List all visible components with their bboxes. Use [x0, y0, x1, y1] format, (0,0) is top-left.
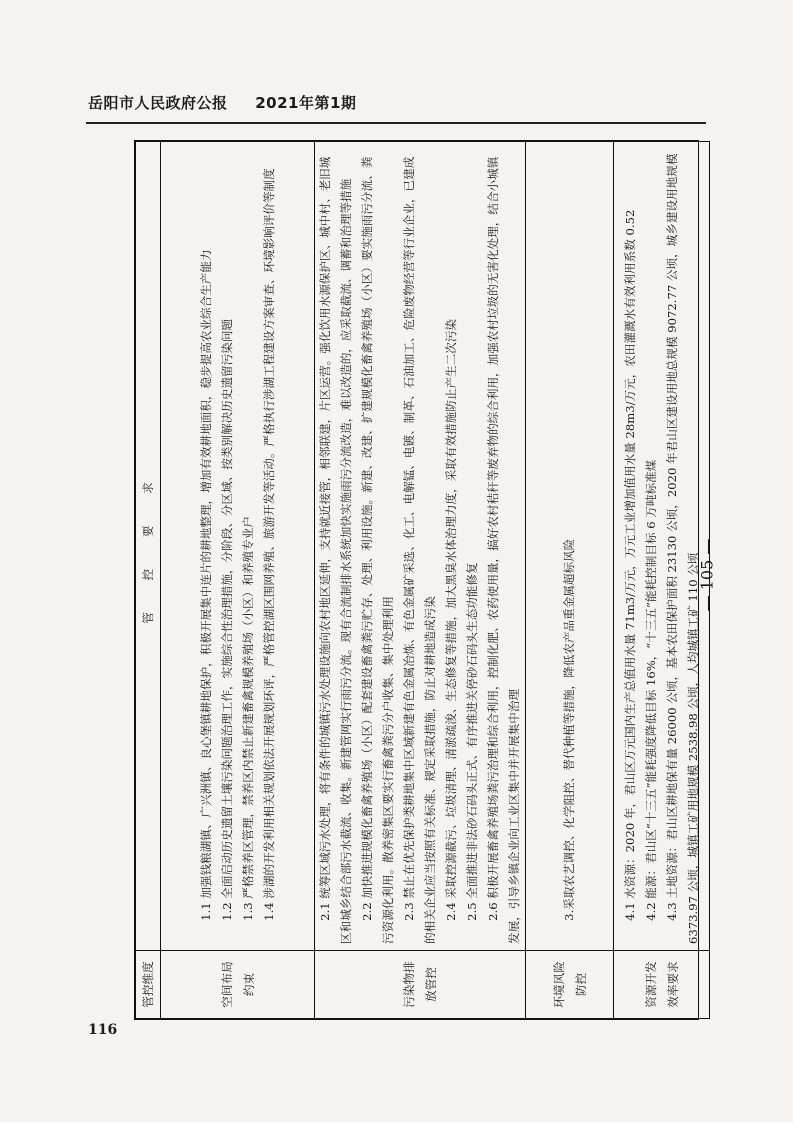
- header-divider: [86, 122, 706, 124]
- requirement-item: 4.2 能源：君山区“十三五”能耗强度降低目标 16%，“十三五”能耗控制目标 6 万吨标准煤: [643, 459, 658, 921]
- requirement-item: 3.采取农艺调控、化学阻控、替代种植等措施，降低农产品重金属超标风险: [562, 538, 576, 921]
- header-requirement: 管 控 要 求: [136, 142, 161, 951]
- row-dimension: 污染物排放管控: [315, 951, 526, 1019]
- row-requirements: [315, 142, 526, 951]
- page-number-center: — 105 —: [697, 538, 717, 612]
- control-requirements-table: [134, 140, 699, 1020]
- requirement-item: 2.4 采取控源截污、垃圾清理、清淤疏浚、生态修复等措施，加大黑臭水体治理力度，采取有效措施防止产生二次污染: [444, 318, 458, 921]
- table-row: [161, 142, 315, 1019]
- row-dimension: 资源开发效率要求: [614, 951, 710, 1019]
- issue-number: 2021年第1期: [255, 94, 357, 112]
- publication-title: 岳阳市人民政府公报: [88, 94, 228, 112]
- page-header: [88, 92, 673, 113]
- requirement-item: 2.5 全面推进非法砂石码头正式、有序推进关停砂石码头生态功能修复: [465, 562, 479, 921]
- table-row: [315, 142, 526, 1019]
- requirement-item: 1.1 加强钱粮湖镇、广兴洲镇、良心堡镇耕地保护，积极开展集中连片的耕地整理，增加有效耕地面积，稳步提高农业综合生产能力: [198, 249, 213, 921]
- requirement-item: 4.1 水资源：2020 年，君山区万元国内生产总值用水量 71m3/万元，万元工业增加值用水量 28m3/万元，农田灌溉水有效利用系数 0.52: [622, 209, 637, 921]
- table-header-row: [136, 142, 161, 1019]
- requirement-item: 4.3 土地资源：君山区耕地保有量 26000 公顷，基本农田保护面积 23130 公顷，2020 年君山区建设用地总规模 9072.77 公顷，城乡建设用地规模 6373.97 公顷，城镇工矿用地规模 2538.98 公顷，人均城镇工矿 110 公顷: [664, 153, 700, 944]
- table-row: [526, 142, 614, 1019]
- requirement-item: 2.2 加快推进规模化畜禽养殖场（小区）配套建设畜禽粪污贮存、处理、利用设施。新建、改建、扩建规模化畜禽养殖场（小区）要实施雨污分流、粪污资源化利用。散养密集区要实行畜禽粪污分户收集、集中处理利用: [360, 156, 395, 944]
- row-dimension: 环境风险防控: [526, 951, 614, 1019]
- requirement-item: 2.1 统筹区域污水处理，将有条件的城镇污水处理设施向农村地区延伸，支持就近接管，相邻联建，片区运营。强化饮用水源保护区、城中村、老旧城区和城乡结合部污水截流、收集。新建管网实行雨污分流。现有合流制排水系统加快实施雨污分流改造，难以改造的，应采取截流、调蓄和治理等措施: [318, 156, 353, 944]
- page-number-left: 116: [88, 1022, 118, 1038]
- row-dimension: 空间布局约束: [161, 951, 315, 1019]
- requirement-item: 1.3 严格禁养区管理，禁养区内禁止新建畜禽规模养殖场（小区）和养殖专业户: [240, 516, 255, 921]
- row-requirements: [161, 142, 315, 951]
- requirement-item: 1.2 全面启动历史遗留土壤污染问题治理工作，实施综合性治理措施，分阶段、分区域、按类别解决历史遗留污染问题: [219, 318, 234, 921]
- row-requirements: [614, 142, 710, 951]
- requirement-item: 2.3 禁止在优先保护类耕地集中区域新建有色金属冶炼、有色金属矿采选、化工、电解锰、电镀、制革、石油加工、危险废物经营等行业企业，已建成的相关企业应当按照有关标准、规定采取措施，防止对耕地造成污染: [402, 156, 437, 944]
- header-dimension: 管控维度: [136, 951, 161, 1019]
- requirement-item: 2.6 积极开展畜禽养殖场粪污治理和综合利用，控制化肥、农药使用量，搞好农村秸秆等废弃物的综合利用，加强农村垃圾的无害化处理，结合小城镇发展，引导乡镇企业向工业区集中并开展集中治理: [486, 156, 521, 944]
- row-requirements: [526, 142, 614, 951]
- rotated-table-area: [134, 140, 699, 1020]
- requirement-item: 1.4 涉湖的开发利用相关规划依法开展规划环评，严格管控湖区围网养殖、旅游开发等活动。严格执行涉湖工程建设方案审查、环境影响评价等制度: [261, 168, 276, 921]
- table-row: [614, 142, 710, 1019]
